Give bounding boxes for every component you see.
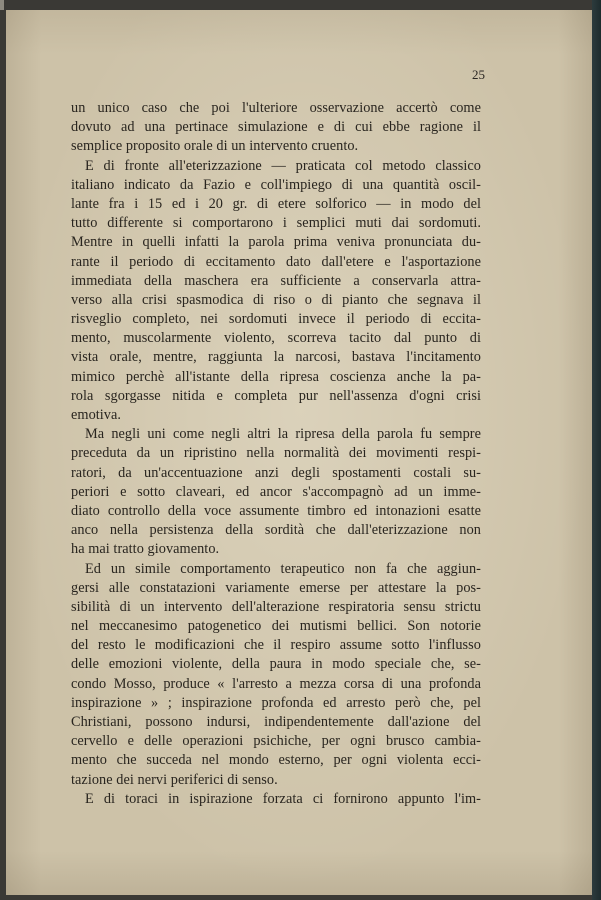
- text-line: verso alla crisi spasmodica di riso o di pianto che segnava il: [71, 291, 481, 308]
- text-line: un unico caso che poi l'ulteriore osservazione accertò come: [71, 100, 481, 116]
- text-line: mimico perchè all'istante della ripresa coscienza anche la pa-: [71, 368, 481, 385]
- text-line: rante il periodo di eccitamento dato dall'etere e l'asportazione: [71, 253, 481, 270]
- text-line: ratori, da un'accentuazione anzi degli spostamenti costali su-: [71, 464, 481, 481]
- text-line: Mentre in quelli infatti la parola prima veniva pronunciata du-: [71, 234, 481, 251]
- book-edge-shadow: [592, 0, 601, 900]
- text-line: vista orale, mentre, raggiunta la narcosi, bastava l'incitamento: [71, 349, 481, 366]
- text-line: tazione dei nervi periferici di senso.: [71, 771, 278, 788]
- text-line: sibilità di un intervento dell'alterazione respiratoria sensu strictu: [71, 598, 481, 615]
- text-line: Christiani, possono indursi, indipendentemente dall'azione del: [71, 714, 481, 730]
- text-line: inspirazione » ; inspirazione profonda ed arresto però che, pel: [71, 694, 481, 711]
- text-line: emotiva.: [71, 407, 122, 423]
- text-line: lante fra i 15 ed i 20 gr. di etere solforico — in modo del: [71, 195, 481, 212]
- text-line: ha mai tratto giovamento.: [71, 541, 220, 558]
- text-line: diato controllo della voce assumente timbro ed intonazioni esatte: [71, 502, 481, 519]
- text-line: mento, muscolarmente violento, scorreva tacito dal punto di: [71, 330, 481, 347]
- text-line: mento che succeda nel mondo esterno, per ogni violenta ecci-: [71, 752, 481, 769]
- text-line: Ed un simile comportamento terapeutico non fa che aggiun-: [85, 560, 481, 577]
- text-line: gersi alle constatazioni variamente emerse per attestare la pos-: [71, 579, 481, 596]
- text-line: preceduta da un ripristino nella normalità dei movimenti respi-: [71, 445, 481, 462]
- scan-corner-mark: [0, 0, 4, 10]
- text-line: italiano indicato da Fazio e coll'impiego di una quantità oscil-: [71, 176, 481, 193]
- text-line: immediata della maschera era sufficiente a conservarla attra-: [71, 272, 481, 289]
- text-line: E di fronte all'eterizzazione — praticata col metodo classico: [85, 157, 481, 174]
- text-line: Ma negli uni come negli altri la ripresa della parola fu sempre: [85, 426, 481, 443]
- text-line: delle emozioni violente, della paura in modo speciale che, se-: [71, 656, 481, 673]
- page-number: 25: [472, 67, 485, 82]
- text-line: condo Mosso, produce « l'arresto a mezza corsa di una profonda: [71, 675, 481, 692]
- body-text: [71, 99, 481, 809]
- text-line: cervello e delle operazioni psichiche, per ogni brusco cambia-: [71, 733, 481, 750]
- text-line: periori e sotto claveari, ed ancor s'accompagnò ad un imme-: [71, 483, 481, 500]
- text-line: dovuto ad una pertinace simulazione e di cui ebbe ragione il: [71, 119, 481, 136]
- text-line: E di toraci in ispirazione forzata ci fornirono appunto l'im-: [85, 790, 481, 807]
- text-line: semplice proposito orale di un intervento cruento.: [71, 138, 359, 155]
- text-line: nel meccanesimo patogenetico dei mutismi bellici. Son notorie: [71, 618, 481, 635]
- text-line: rola sgorgasse nitida e completa pur nell'assenza d'ogni crisi: [71, 387, 481, 404]
- text-line: tutto differente si comportarono i semplici muti dai sordomuti.: [71, 215, 481, 232]
- text-line: del resto le modificazioni che il respiro assume sotto l'influsso: [71, 637, 481, 654]
- text-line: anco nella persistenza della sordità che dall'eterizzazione non: [71, 522, 481, 539]
- text-line: risveglio completo, nei sordomuti invece il periodo di eccita-: [71, 311, 481, 328]
